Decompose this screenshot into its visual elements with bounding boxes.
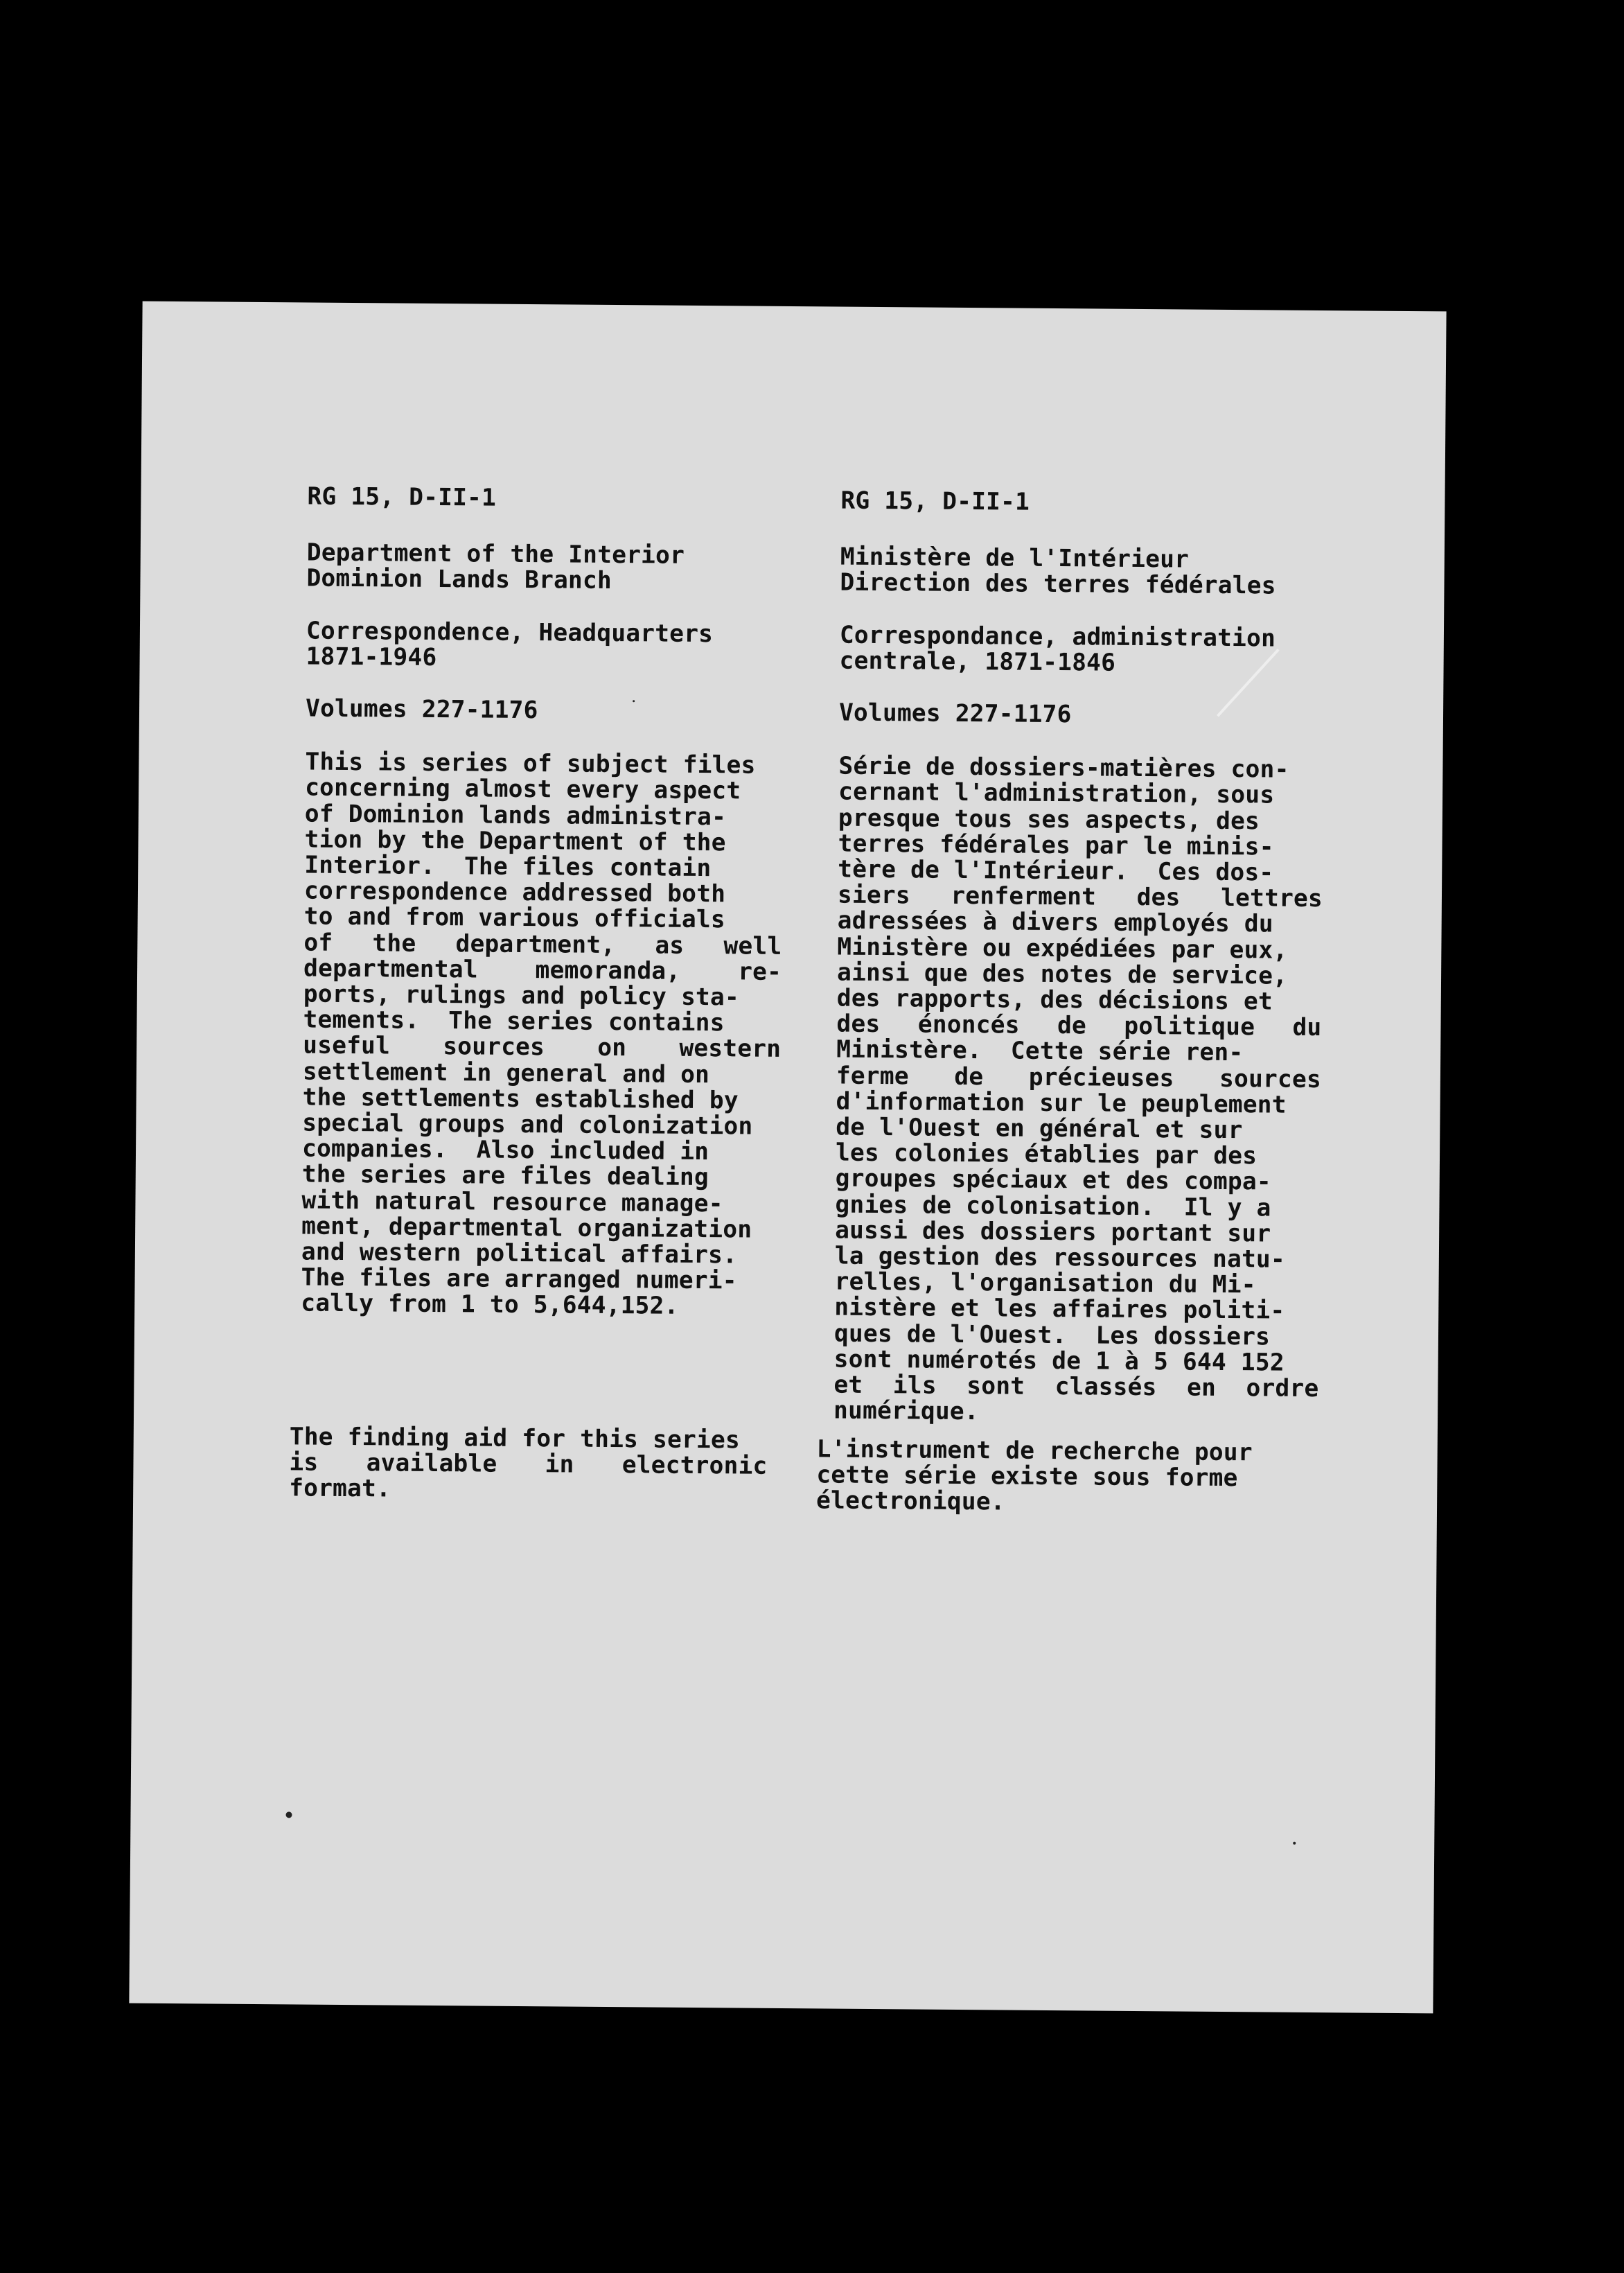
subheading-line: Correspondence, Headquarters [306,617,714,648]
body-line: tements. The series contains [303,1006,725,1037]
english-subheading [306,618,785,674]
finding-aid-line: L'instrument de recherche pour [816,1435,1253,1467]
body-line: des énoncés de politique du [836,1010,1322,1042]
subheading-line: Correspondance, administration [839,621,1276,653]
body-line: Série de dossiers-matières con- [838,752,1289,784]
body-line: tère de l'Intérieur. Ces dos- [838,855,1274,887]
body-line: gnies de colonisation. Il y a [835,1191,1271,1222]
body-line: cernant l'administration, sous [838,778,1275,809]
finding-aid-line: format. [289,1474,391,1503]
heading-line: Ministère de l'Intérieur [840,543,1190,574]
subheading-line: 1871-1946 [306,642,437,672]
body-line: The files are arranged numeri- [301,1263,737,1295]
body-line: la gestion des ressources natu- [834,1242,1286,1274]
body-line: Ministère ou expédiées par eux, [837,933,1288,965]
finding-aid-line: The finding aid for this series [289,1423,741,1455]
dust-speck [285,1811,292,1818]
dust-speck [1293,1842,1296,1845]
body-line: des rapports, des décisions et [836,984,1273,1016]
body-line: nistère et les affaires politi- [834,1294,1285,1326]
body-line: special groups and colonization [302,1109,753,1141]
body-line: ques de l'Ouest. Les dossiers [833,1319,1271,1351]
body-line: the series are files dealing [301,1160,709,1192]
body-line: adressées à divers employés du [837,906,1273,938]
body-line: cally from 1 to 5,644,152. [301,1289,679,1321]
finding-aid-line: cette série existe sous forme [816,1461,1238,1493]
body-line: ferme de précieuses sources [836,1062,1322,1094]
french-volumes: Volumes 227-1176 [838,699,1072,729]
french-heading [840,545,1325,600]
dust-speck [633,700,635,702]
french-body-text [833,754,1324,1428]
body-line: departmental memoranda, re- [303,954,782,986]
english-finding-aid-note [289,1424,768,1505]
body-line: terres fédérales par le minis- [838,830,1274,861]
body-line: numérique. [833,1396,979,1426]
body-line: Interior. The files contain [304,851,712,883]
finding-aid-line: électronique. [815,1486,1005,1516]
body-line: settlement in general and on [302,1057,710,1089]
body-line: sont numérotés de 1 à 5 644 152 [833,1345,1285,1377]
french-finding-aid-note [816,1437,1295,1518]
body-line: ainsi que des notes de service, [836,958,1288,990]
english-body-text [301,750,783,1321]
body-line: ment, departmental organization [301,1212,752,1244]
body-line: groupes spéciaux et des compa- [835,1165,1272,1196]
body-line: of Dominion lands administra- [304,800,727,831]
body-line: useful sources on western [303,1031,782,1064]
body-line: correspondence addressed both [303,877,726,909]
heading-line: Department of the Interior [306,538,685,570]
body-line: companies. Also included in [301,1134,709,1166]
body-line: the settlements established by [302,1083,739,1115]
body-line: relles, l'organisation du Mi- [834,1267,1256,1299]
body-line: concerning almost every aspect [305,773,741,805]
english-volumes: Volumes 227-1176 [305,694,538,725]
body-line: Ministère. Cette série ren- [836,1036,1244,1067]
english-heading [306,538,785,596]
body-line: This is series of subject files [305,748,756,780]
french-reference: RG 15, D-II-1 [840,486,1030,516]
french-subheading [839,622,1325,678]
body-line: siers renferment des lettres [837,881,1323,913]
body-line: tion by the Department of the [304,825,726,857]
paper-sheet [129,301,1446,2014]
french-column [815,486,1326,1516]
body-line: d'information sur le peuplement [836,1087,1287,1119]
english-column [289,482,785,1503]
finding-aid-line: is available in electronic [289,1448,768,1480]
subheading-line: centrale, 1871-1846 [839,647,1116,677]
body-line: aussi des dossiers portant sur [835,1216,1271,1248]
body-line: with natural resource manage- [301,1186,723,1218]
heading-line: Dominion Lands Branch [306,564,612,595]
body-line: de l'Ouest en général et sur [836,1113,1243,1145]
body-line: and western political affairs. [301,1238,738,1270]
body-line: to and from various officials [303,902,725,934]
heading-line: Direction des terres fédérales [840,568,1276,600]
body-line: et ils sont classés en ordre [833,1371,1319,1403]
body-line: presque tous ses aspects, des [838,804,1260,835]
body-line: les colonies établies par des [835,1139,1257,1170]
english-reference: RG 15, D-II-1 [307,482,497,512]
body-line: of the department, as well [303,929,782,960]
body-line: ports, rulings and policy sta- [303,980,740,1012]
